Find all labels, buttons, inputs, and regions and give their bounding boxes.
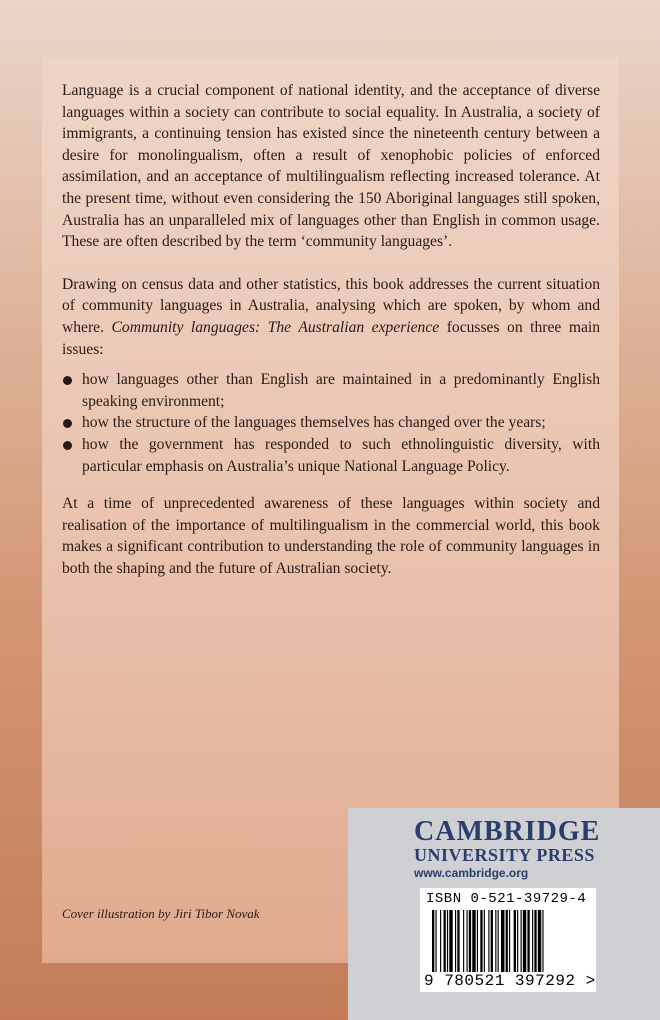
blurb — [62, 80, 600, 600]
issue-text: how the government has responded to such ethnolinguistic diversity, with particular emphasis on Australia’s unique National Language Policy. — [82, 435, 600, 475]
ean-number: 9 780521 397292 > — [424, 972, 596, 990]
list-item — [62, 434, 600, 477]
publisher-box — [348, 808, 660, 1020]
issue-text: how languages other than English are maintained in a predominantly English speaking environment; — [82, 371, 600, 410]
bullet-icon — [63, 419, 72, 428]
blurb-paragraph-3: At a time of unprecedented awareness of these languages within society and realisation of the importance of multilingualism in the commercial world, this book makes a significant contribution to understanding the role of community languages in both the shaping and the future of Australian society. — [62, 495, 600, 577]
illustration-credit: Cover illustration by Jiri Tibor Novak — [62, 906, 260, 921]
publisher-name: CAMBRIDGE — [414, 816, 601, 847]
issues-list — [62, 369, 600, 477]
bullet-icon — [63, 376, 72, 385]
issue-text: how the structure of the languages themselves has changed over the years; — [82, 414, 546, 432]
list-item — [62, 412, 600, 434]
blurb-paragraph-2 — [62, 274, 600, 360]
isbn-label: ISBN 0-521-39729-4 — [426, 891, 587, 907]
publisher-url: www.cambridge.org — [414, 866, 529, 880]
barcode — [420, 888, 596, 992]
paragraph-2-outro: focusses on three main issues: — [62, 318, 600, 358]
barcode-bars-icon — [432, 910, 584, 972]
paragraph-2-intro: Drawing on census data and other statistics, this book addresses the current situation of community languages in Australia, analysing which are spoken, by whom and where. — [62, 275, 600, 336]
list-item — [62, 369, 600, 412]
bullet-icon — [63, 441, 72, 450]
blurb-paragraph-1: Language is a crucial component of national identity, and the acceptance of diverse languages within a society can contribute to social equality. In Australia, a society of immigrants, a continuing tension has existed since the nineteenth century between a desire for monolingualism, often a result of xenophobic policies of enforced assimilation, and an acceptance of multilingualism reflecting increased tolerance. At the present time, without even considering the 150 Aboriginal languages still spoken, Australia has an unparalleled mix of languages other than English in common usage. These are often described by the term ‘community languages’. — [62, 82, 600, 251]
publisher-subtitle: UNIVERSITY PRESS — [414, 845, 595, 865]
book-title: Community languages: The Australian experience — [111, 318, 440, 336]
